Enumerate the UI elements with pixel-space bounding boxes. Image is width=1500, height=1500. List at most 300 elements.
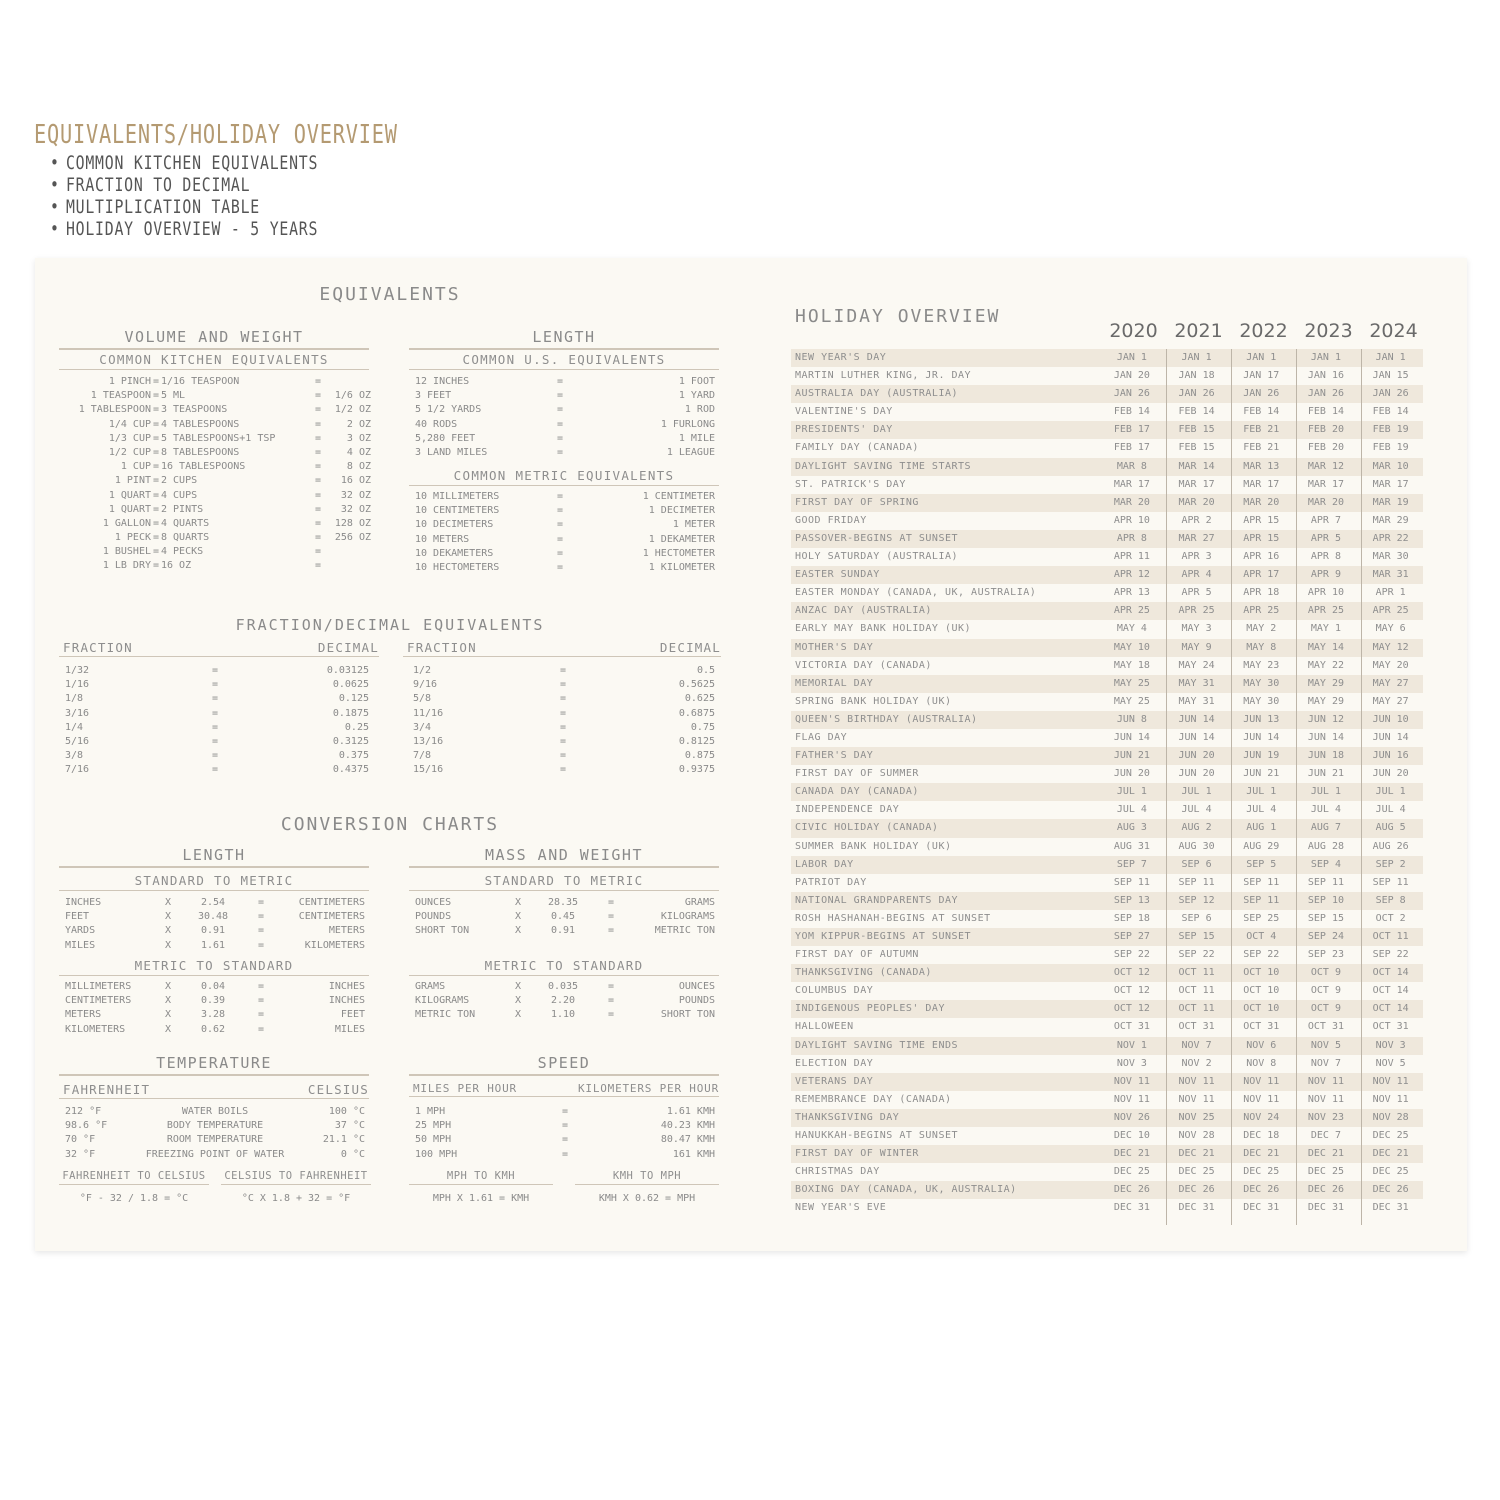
holiday-date: OCT 9 xyxy=(1310,1003,1341,1015)
table-row xyxy=(415,1148,715,1162)
holiday-date: JUL 4 xyxy=(1375,804,1406,816)
table-cell: = xyxy=(314,517,322,529)
table-cell: = xyxy=(314,461,322,473)
table-cell: CENTIMETERS xyxy=(65,995,132,1007)
table-cell: = xyxy=(314,432,322,444)
table-row xyxy=(415,547,715,561)
holiday-date: SEP 22 xyxy=(1113,949,1150,961)
holiday-date: NOV 26 xyxy=(1113,1111,1150,1123)
holiday-date: NOV 6 xyxy=(1246,1039,1277,1051)
holiday-date: DEC 31 xyxy=(1113,1202,1150,1214)
table-row xyxy=(415,924,715,938)
table-row xyxy=(415,1105,715,1119)
table-row xyxy=(65,664,369,678)
holiday-date: FEB 17 xyxy=(1113,424,1150,436)
table-cell: 1 GALLON xyxy=(102,517,151,529)
holiday-date: AUG 28 xyxy=(1307,840,1345,852)
holiday-date: MAY 27 xyxy=(1372,695,1409,707)
table-cell: 0.62 xyxy=(200,1023,226,1035)
holiday-date: FEB 15 xyxy=(1178,424,1215,436)
table-cell: 1 CENTIMETER xyxy=(642,491,715,502)
holiday-date: DEC 25 xyxy=(1372,1166,1409,1178)
holiday-date: JAN 15 xyxy=(1372,370,1409,382)
table-cell: = xyxy=(556,446,564,458)
table-cell: X xyxy=(164,981,172,992)
table-cell: 3.28 xyxy=(200,1009,226,1021)
holiday-row xyxy=(791,892,1423,910)
table-cell: 2 CUPS xyxy=(161,475,198,487)
holiday-date: DEC 21 xyxy=(1113,1148,1150,1160)
table-cell: X xyxy=(514,897,522,908)
table-cell: = xyxy=(556,432,564,444)
table-cell: 2 PINTS xyxy=(161,503,204,515)
table-cell: = xyxy=(152,489,160,501)
table-cell: = xyxy=(314,404,322,416)
holiday-date: MAY 25 xyxy=(1113,677,1150,689)
holiday-row xyxy=(791,458,1423,476)
table-row xyxy=(59,446,371,460)
holiday-row xyxy=(791,1145,1423,1163)
feature-list xyxy=(34,152,634,240)
holiday-date: SEP 15 xyxy=(1178,931,1215,942)
holiday-row xyxy=(791,1163,1423,1181)
table-cell: 0.1875 xyxy=(332,707,369,719)
table-cell: = xyxy=(152,546,160,558)
holiday-name: VALENTINE'S DAY xyxy=(795,406,893,418)
holiday-date: SEP 11 xyxy=(1307,876,1345,888)
table-cell: 7/16 xyxy=(65,764,90,776)
holiday-date: SEP 25 xyxy=(1243,912,1280,924)
table-row xyxy=(65,707,369,721)
table-cell: ROOM TEMPERATURE xyxy=(166,1134,264,1146)
table-cell: = xyxy=(152,560,160,572)
table-row xyxy=(65,678,369,692)
holiday-date: MAY 14 xyxy=(1307,641,1345,653)
holiday-date: DEC 25 xyxy=(1372,1130,1409,1142)
temperature-title: TEMPERATURE xyxy=(59,1054,369,1076)
table-cell: X xyxy=(164,925,172,937)
holiday-date: NOV 11 xyxy=(1113,1075,1150,1087)
holiday-date: MAR 17 xyxy=(1307,478,1345,490)
table-cell: YARDS xyxy=(65,925,96,937)
holiday-date: MAR 13 xyxy=(1243,460,1280,472)
holiday-name: HANUKKAH-BEGINS AT SUNSET xyxy=(795,1130,959,1142)
table-cell: = xyxy=(556,561,564,573)
holiday-date: MAY 18 xyxy=(1113,659,1150,671)
holiday-row xyxy=(791,1037,1423,1055)
mph-kmh-title: MPH TO KMH xyxy=(409,1170,553,1185)
holiday-name: SPRING BANK HOLIDAY (UK) xyxy=(795,695,952,707)
table-cell: = xyxy=(152,432,160,444)
holiday-date: MAR 20 xyxy=(1113,496,1150,508)
holiday-date: JUL 1 xyxy=(1310,786,1341,798)
holiday-date: APR 11 xyxy=(1113,551,1150,563)
table-cell: X xyxy=(514,981,522,992)
holiday-date: MAY 31 xyxy=(1178,677,1215,689)
holiday-row xyxy=(791,838,1423,856)
table-cell: X xyxy=(514,1009,522,1021)
table-cell: = xyxy=(556,390,564,402)
holiday-name: ANZAC DAY (AUSTRALIA) xyxy=(795,605,932,617)
table-cell: METRIC TON xyxy=(654,925,715,937)
table-cell: = xyxy=(211,735,219,747)
holiday-date: DEC 31 xyxy=(1307,1202,1345,1214)
table-cell: 21.1 °C xyxy=(322,1134,365,1146)
table-cell: 2.20 xyxy=(550,995,576,1007)
table-cell: BODY TEMPERATURE xyxy=(166,1120,264,1132)
table-cell: = xyxy=(314,475,322,487)
holiday-date: NOV 11 xyxy=(1178,1093,1215,1105)
table-cell: = xyxy=(152,418,160,430)
fahrenheit-col: FAHRENHEIT xyxy=(63,1082,151,1097)
table-cell: 5 TABLESPOONS+1 TSP xyxy=(161,432,276,444)
holiday-date: FEB 19 xyxy=(1372,442,1409,454)
table-cell: = xyxy=(556,547,564,559)
holiday-date: SEP 13 xyxy=(1113,894,1150,906)
table-cell: 10 CENTIMETERS xyxy=(415,505,500,517)
table-cell: 5,280 FEET xyxy=(415,432,476,444)
table-cell: 1.61 KMH xyxy=(666,1106,715,1117)
holiday-date: SEP 23 xyxy=(1307,949,1345,961)
table-cell: 1/2 CUP xyxy=(108,446,151,458)
holiday-row xyxy=(791,1199,1423,1217)
table-cell: X xyxy=(514,925,522,937)
holiday-date: MAY 31 xyxy=(1178,695,1215,707)
table-row xyxy=(415,518,715,532)
table-cell: X xyxy=(164,897,172,908)
fraction-title: FRACTION/DECIMAL EQUIVALENTS xyxy=(235,616,545,634)
fraction-header-right xyxy=(403,640,721,657)
holiday-date: MAY 20 xyxy=(1372,659,1409,671)
table-row xyxy=(65,910,365,924)
table-cell: 1/6 OZ xyxy=(334,390,371,402)
holiday-name: COLUMBUS DAY xyxy=(795,985,874,997)
table-cell: = xyxy=(257,939,265,951)
holiday-date: JUN 14 xyxy=(1113,731,1150,743)
holiday-date: MAY 4 xyxy=(1116,623,1147,635)
feature-item: • COMMON KITCHEN EQUIVALENTS xyxy=(50,152,506,174)
table-cell: 100 MPH xyxy=(415,1148,458,1160)
table-cell: 161 KMH xyxy=(672,1148,715,1160)
holiday-date: APR 5 xyxy=(1310,532,1341,544)
table-cell: = xyxy=(314,560,322,572)
table-cell: 98.6 °F xyxy=(65,1120,108,1132)
f2c-title: FAHRENHEIT TO CELSIUS xyxy=(59,1170,209,1185)
table-cell: = xyxy=(152,446,160,458)
table-cell: = xyxy=(607,981,615,992)
holiday-date: DEC 21 xyxy=(1178,1148,1215,1160)
holiday-date: MAR 17 xyxy=(1178,478,1215,490)
year-label: 2021 xyxy=(1174,320,1223,342)
table-cell: 0.375 xyxy=(338,750,369,762)
table-cell: = xyxy=(556,533,564,545)
table-cell: 5/16 xyxy=(65,735,90,747)
holiday-row xyxy=(791,1018,1423,1036)
kmh-mph-formula: KMH X 0.62 = MPH xyxy=(598,1193,696,1204)
table-cell: 3 TEASPOONS xyxy=(161,404,228,416)
table-cell: = xyxy=(257,911,265,923)
holiday-date: MAR 19 xyxy=(1372,496,1409,508)
holiday-date: OCT 10 xyxy=(1243,967,1280,979)
holiday-name: ST. PATRICK'S DAY xyxy=(795,478,906,490)
holiday-row xyxy=(791,1109,1423,1127)
holiday-date: OCT 4 xyxy=(1246,931,1277,942)
holiday-name: GOOD FRIDAY xyxy=(795,514,867,526)
holiday-date: OCT 31 xyxy=(1243,1021,1280,1033)
holiday-name: ROSH HASHANAH-BEGINS AT SUNSET xyxy=(795,912,991,924)
table-cell: = xyxy=(559,693,567,705)
holiday-name: MEMORIAL DAY xyxy=(795,677,874,689)
table-row xyxy=(65,980,365,994)
table-cell: 1 DEKAMETER xyxy=(648,533,715,545)
holiday-date: SEP 2 xyxy=(1375,858,1406,870)
table-row xyxy=(59,418,371,432)
table-cell: 1 MILE xyxy=(678,432,715,444)
holiday-date: NOV 3 xyxy=(1116,1057,1147,1069)
f2c-formula: °F - 32 / 1.8 = °C xyxy=(79,1193,189,1204)
table-cell: = xyxy=(152,503,160,515)
holiday-name: SUMMER BANK HOLIDAY (UK) xyxy=(795,840,952,852)
page-title: EQUIVALENTS/HOLIDAY OVERVIEW xyxy=(34,120,398,150)
holiday-row xyxy=(791,385,1423,403)
table-cell: = xyxy=(152,461,160,473)
table-row xyxy=(415,504,715,518)
table-row xyxy=(65,749,369,763)
holiday-date: JUN 14 xyxy=(1372,731,1409,743)
holiday-date: AUG 2 xyxy=(1181,822,1212,834)
table-cell: 256 OZ xyxy=(334,532,371,544)
table-cell: 80.47 KMH xyxy=(660,1134,715,1146)
holiday-date: MAY 8 xyxy=(1246,641,1277,653)
table-cell: SHORT TON xyxy=(660,1009,715,1021)
holiday-date: OCT 14 xyxy=(1372,967,1409,979)
table-cell: 0.3125 xyxy=(332,735,369,747)
table-row xyxy=(65,1105,365,1119)
table-cell: 0.0625 xyxy=(332,679,369,691)
holiday-name: INDIGENOUS PEOPLES' DAY xyxy=(795,1003,945,1015)
table-cell: 0.8125 xyxy=(678,735,715,747)
holiday-date: FEB 21 xyxy=(1243,424,1280,436)
table-row xyxy=(415,418,715,432)
table-cell: 10 DECIMETERS xyxy=(415,519,494,531)
holiday-date: OCT 9 xyxy=(1310,985,1341,997)
table-cell: 16 OZ xyxy=(161,560,192,572)
table-row xyxy=(59,503,371,517)
table-cell: WATER BOILS xyxy=(181,1106,249,1117)
holiday-date: SEP 8 xyxy=(1375,894,1406,906)
table-cell: 1 PINT xyxy=(114,475,151,487)
holiday-date: DEC 31 xyxy=(1178,1202,1215,1214)
table-cell: 3/4 xyxy=(413,721,432,733)
table-cell: 100 °C xyxy=(328,1106,365,1117)
table-row xyxy=(415,980,715,994)
table-row xyxy=(415,1133,715,1147)
holiday-date: NOV 11 xyxy=(1178,1075,1215,1087)
holiday-date: JAN 1 xyxy=(1375,352,1406,363)
column-divider xyxy=(1296,349,1297,1225)
table-cell: 8 TABLESPOONS xyxy=(161,446,240,458)
holiday-date: APR 10 xyxy=(1113,514,1150,526)
column-divider xyxy=(1231,349,1232,1225)
speed-header xyxy=(409,1082,719,1097)
holiday-date: APR 16 xyxy=(1243,551,1280,563)
table-cell: 1 MPH xyxy=(415,1106,446,1117)
holiday-date: OCT 31 xyxy=(1178,1021,1215,1033)
holiday-date: AUG 7 xyxy=(1310,822,1341,834)
table-cell: 1 TABLESPOON xyxy=(78,404,151,416)
table-cell: = xyxy=(211,750,219,762)
holiday-date: DEC 31 xyxy=(1372,1202,1409,1214)
holiday-date: NOV 11 xyxy=(1113,1093,1150,1105)
table-cell xyxy=(325,559,371,573)
table-cell: 5/8 xyxy=(413,693,432,705)
table-cell: = xyxy=(257,995,265,1007)
holiday-date: NOV 11 xyxy=(1307,1093,1345,1105)
table-cell: = xyxy=(211,764,219,776)
table-cell: 32 OZ xyxy=(340,489,371,501)
table-cell: = xyxy=(607,1009,615,1021)
holiday-date: APR 22 xyxy=(1372,532,1409,544)
table-row xyxy=(415,1008,715,1022)
holiday-date: JUL 1 xyxy=(1375,786,1406,798)
table-row xyxy=(65,924,365,938)
holiday-date: SEP 11 xyxy=(1243,876,1280,888)
table-row xyxy=(59,403,371,417)
table-cell: 1/4 xyxy=(65,721,84,733)
temperature-header xyxy=(59,1082,369,1099)
table-cell: 40 RODS xyxy=(415,418,458,430)
holiday-date: MAY 29 xyxy=(1307,695,1345,707)
table-cell: = xyxy=(152,404,160,416)
holiday-row xyxy=(791,711,1423,729)
holiday-row xyxy=(791,639,1423,657)
us-equivalents-title: COMMON U.S. EQUIVALENTS xyxy=(409,352,719,370)
holiday-name: EASTER MONDAY (CANADA, UK, AUSTRALIA) xyxy=(795,587,1037,599)
table-cell: 10 DEKAMETERS xyxy=(415,547,494,559)
holiday-date: OCT 11 xyxy=(1372,931,1409,942)
holiday-date: APR 17 xyxy=(1243,569,1280,581)
holiday-row xyxy=(791,421,1423,439)
table-cell: 25 MPH xyxy=(415,1120,452,1132)
table-row xyxy=(65,763,369,777)
table-cell: 4 OZ xyxy=(346,446,371,458)
table-cell: FEET xyxy=(340,1009,365,1021)
holiday-name: NEW YEAR'S DAY xyxy=(795,352,887,363)
table-cell: 212 °F xyxy=(65,1106,102,1117)
holiday-date: JUN 21 xyxy=(1307,768,1345,780)
conv-length-s2m-table xyxy=(65,896,365,953)
table-cell: SHORT TON xyxy=(415,925,470,937)
table-cell: 1 CUP xyxy=(120,461,151,473)
table-cell: = xyxy=(152,376,160,387)
table-cell: 0.25 xyxy=(344,721,369,733)
holiday-date: SEP 10 xyxy=(1307,894,1345,906)
holiday-date: APR 25 xyxy=(1243,605,1280,617)
holiday-date: NOV 8 xyxy=(1246,1057,1277,1069)
table-cell: 1 BUSHEL xyxy=(102,546,151,558)
holiday-date: MAY 1 xyxy=(1310,623,1341,635)
table-cell: MILES xyxy=(65,939,96,951)
holiday-date: JUN 19 xyxy=(1243,750,1280,762)
holiday-date: OCT 2 xyxy=(1375,912,1406,924)
table-cell: 0.91 xyxy=(550,925,576,937)
table-cell: = xyxy=(152,517,160,529)
table-cell: 1/3 CUP xyxy=(108,432,151,444)
holiday-date: FEB 14 xyxy=(1372,406,1409,418)
table-cell: 0.4375 xyxy=(332,764,369,776)
holiday-row xyxy=(791,856,1423,874)
table-cell: KILOMETERS xyxy=(304,939,365,951)
holiday-date: DEC 26 xyxy=(1178,1184,1215,1196)
table-cell: = xyxy=(211,679,219,691)
holiday-row xyxy=(791,729,1423,747)
holiday-date: MAR 10 xyxy=(1372,460,1409,472)
holiday-date: DEC 26 xyxy=(1113,1184,1150,1196)
holiday-date: FEB 15 xyxy=(1178,442,1215,454)
table-cell: KILOGRAMS xyxy=(660,911,715,923)
holiday-row xyxy=(791,910,1423,928)
holiday-date: JAN 1 xyxy=(1310,352,1341,363)
holiday-date: MAY 3 xyxy=(1181,623,1212,635)
holiday-name: FIRST DAY OF SPRING xyxy=(795,496,919,508)
table-cell: 32 OZ xyxy=(340,503,371,515)
table-cell: METRIC TON xyxy=(415,1009,476,1021)
holiday-row xyxy=(791,620,1423,638)
holiday-date: JAN 17 xyxy=(1243,370,1280,382)
table-cell: = xyxy=(152,475,160,487)
holiday-name: FATHER'S DAY xyxy=(795,750,874,762)
holiday-date: JUN 13 xyxy=(1243,713,1280,725)
year-label: 2024 xyxy=(1369,320,1418,342)
holiday-date: APR 1 xyxy=(1375,587,1406,599)
year-label: 2020 xyxy=(1109,320,1158,342)
page-header xyxy=(34,120,634,250)
holiday-date: FEB 17 xyxy=(1113,442,1150,454)
table-row xyxy=(65,721,369,735)
mph-kmh-formula: MPH X 1.61 = KMH xyxy=(432,1193,530,1204)
holiday-date: DEC 25 xyxy=(1243,1166,1280,1178)
table-row xyxy=(413,692,715,706)
conv-mass-m2s-table xyxy=(415,980,715,1023)
holiday-date: JUN 8 xyxy=(1116,713,1147,725)
table-row xyxy=(65,1008,365,1022)
table-cell: = xyxy=(561,1148,569,1160)
table-cell: 1 LEAGUE xyxy=(666,446,715,458)
holiday-date: OCT 9 xyxy=(1310,967,1341,979)
holiday-name: CIVIC HOLIDAY (CANADA) xyxy=(795,822,939,834)
holiday-date: OCT 11 xyxy=(1178,967,1215,979)
holiday-date: SEP 4 xyxy=(1310,858,1341,870)
holiday-date: MAY 22 xyxy=(1307,659,1345,671)
holiday-date: NOV 11 xyxy=(1243,1075,1280,1087)
holiday-date: JUL 4 xyxy=(1116,804,1147,816)
holiday-name: HOLY SATURDAY (AUSTRALIA) xyxy=(795,551,959,563)
holiday-date: JAN 26 xyxy=(1178,388,1215,400)
table-row xyxy=(415,533,715,547)
holiday-date: APR 8 xyxy=(1310,551,1341,563)
holiday-date: FEB 14 xyxy=(1243,406,1280,418)
holiday-date: OCT 31 xyxy=(1307,1021,1345,1033)
table-cell: = xyxy=(607,995,615,1007)
holiday-date: NOV 23 xyxy=(1307,1111,1345,1123)
holiday-date: JUL 4 xyxy=(1246,804,1277,816)
table-cell: = xyxy=(559,750,567,762)
table-cell: X xyxy=(514,911,522,923)
table-cell: 8 QUARTS xyxy=(161,532,210,544)
table-cell: = xyxy=(607,897,615,908)
conv-length-m2s-title: METRIC TO STANDARD xyxy=(59,958,369,976)
holiday-date: AUG 31 xyxy=(1113,840,1150,852)
